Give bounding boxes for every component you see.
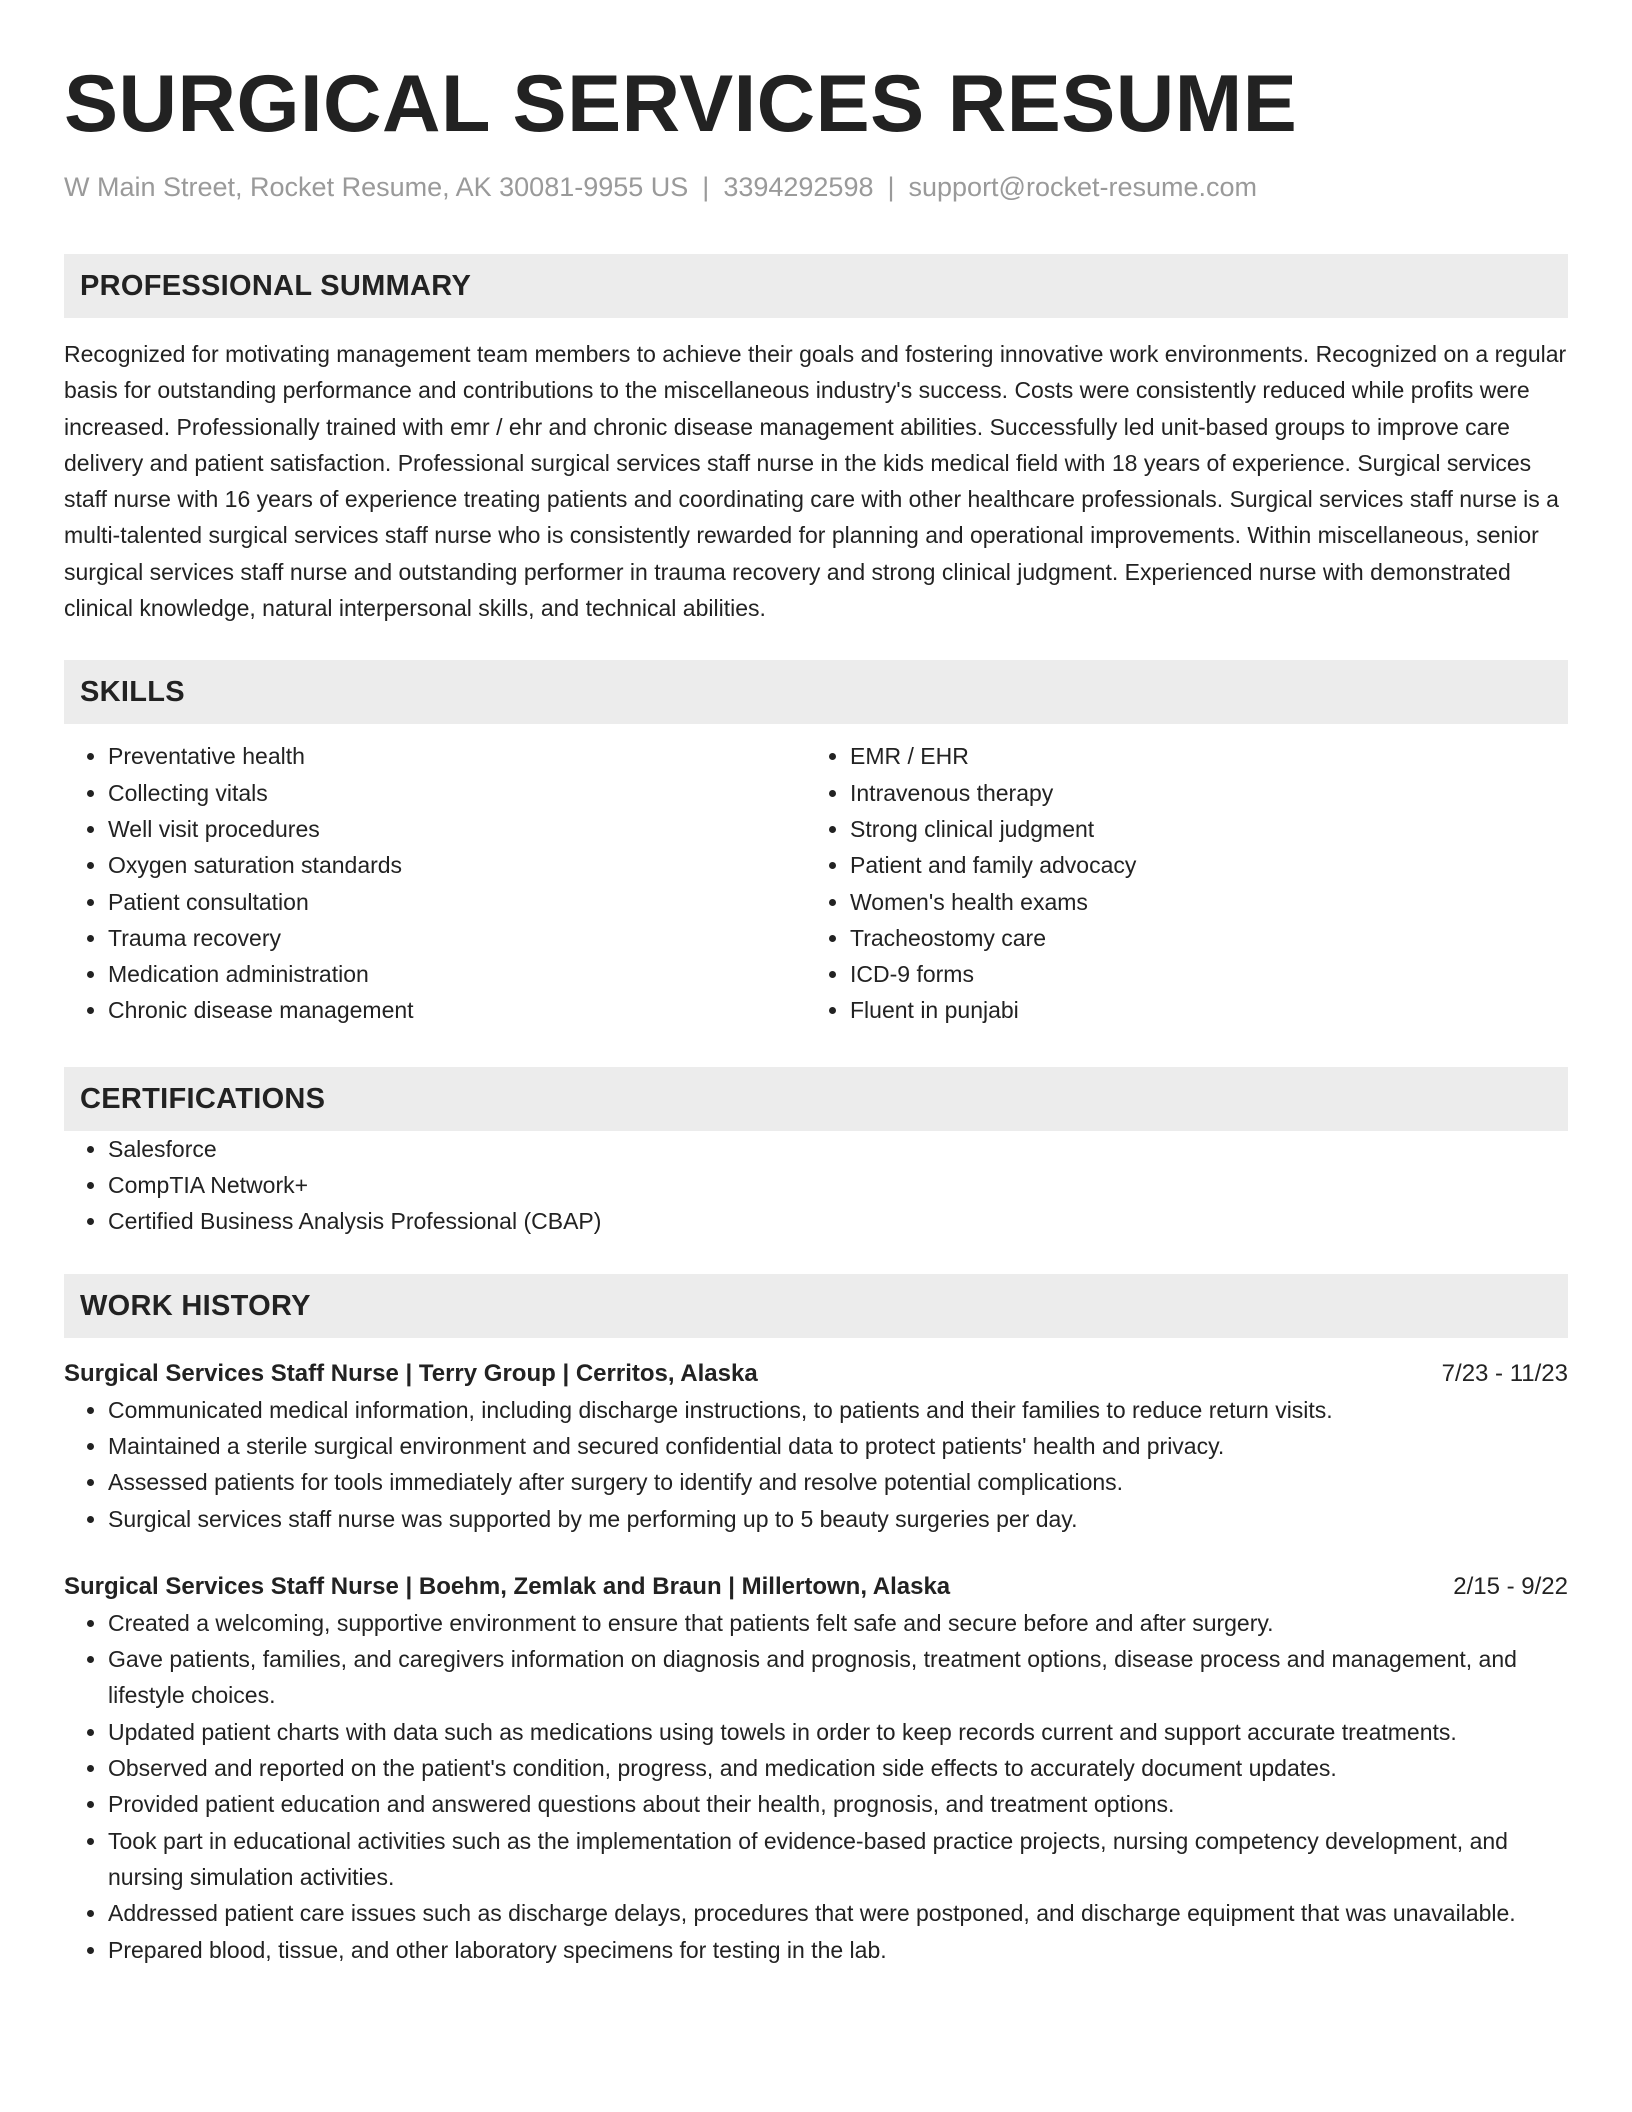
skills-list-left [64, 738, 806, 1028]
job-bullet-list [64, 1605, 1568, 1968]
skill-item: • Intravenous therapy [850, 775, 1548, 811]
certification-item: • Certified Business Analysis Professional (CBAP) [108, 1203, 1568, 1239]
skills-heading: SKILLS [64, 660, 1568, 724]
certifications-list [64, 1131, 1568, 1240]
skills-grid [64, 738, 1568, 1028]
contact-separator: | [702, 172, 710, 202]
skills-column-right [806, 738, 1548, 1028]
skill-item: • Patient and family advocacy [850, 847, 1548, 883]
job-bullet: • Provided patient education and answered questions about their health, prognosis, and treatment options. [108, 1786, 1568, 1822]
job-header [64, 1356, 1568, 1392]
skill-item: • Tracheostomy care [850, 920, 1548, 956]
skills-column-left [64, 738, 806, 1028]
certifications-heading: CERTIFICATIONS [64, 1067, 1568, 1131]
contact-separator: | [887, 172, 895, 202]
skill-item: • Patient consultation [108, 884, 806, 920]
job-bullet: • Gave patients, families, and caregivers information on diagnosis and prognosis, treatment options, disease process and management, and lifestyle choices. [108, 1641, 1568, 1714]
contact-phone: 3394292598 [723, 172, 874, 202]
job-bullet: • Observed and reported on the patient's condition, progress, and medication side effects to accurately document updates. [108, 1750, 1568, 1786]
skill-item: • Preventative health [108, 738, 806, 774]
job-bullet: • Maintained a sterile surgical environment and secured confidential data to protect patients' health and privacy. [108, 1428, 1568, 1464]
contact-address: W Main Street, Rocket Resume, AK 30081-9955 US [64, 172, 689, 202]
job-header [64, 1569, 1568, 1605]
resume-title: SURGICAL SERVICES RESUME [64, 59, 1298, 149]
professional-summary-text: Recognized for motivating management team members to achieve their goals and fostering innovative work environments. Recognized on a regular basis for outstanding performance and contributions to the miscellaneous industry's success. Costs were consistently reduced while profits were increased. Professionally trained with emr / ehr and chronic disease management abilities. Successfully led unit-based groups to improve care delivery and patient satisfaction. Professional surgical services staff nurse in the kids medical field with 18 years of experience. Surgical services staff nurse with 16 years of experience treating patients and coordinating care with other healthcare professionals. Surgical services staff nurse is a multi-talented surgical services staff nurse who is consistently rewarded for planning and operational improvements. Within miscellaneous, senior surgical services staff nurse and outstanding performer in trauma recovery and strong clinical judgment. Experienced nurse with demonstrated clinical knowledge, natural interpersonal skills, and technical abilities. [64, 341, 1567, 622]
skill-item: • Fluent in punjabi [850, 992, 1548, 1028]
job-bullet: • Addressed patient care issues such as discharge delays, procedures that were postponed, and discharge equipment that was unavailable. [108, 1895, 1568, 1931]
job-title: Surgical Services Staff Nurse | Terry Group | Cerritos, Alaska [64, 1359, 758, 1387]
job-bullet: • Updated patient charts with data such as medications using towels in order to keep records current and support accurate treatments. [108, 1714, 1568, 1750]
skill-item: • Chronic disease management [108, 992, 806, 1028]
job-bullet: • Created a welcoming, supportive environment to ensure that patients felt safe and secure before and after surgery. [108, 1605, 1568, 1641]
skill-item: • EMR / EHR [850, 738, 1548, 774]
certification-item: • Salesforce [108, 1131, 1568, 1167]
skill-item: • Trauma recovery [108, 920, 806, 956]
skills-list-right [806, 738, 1548, 1028]
job-dates: 7/23 - 11/23 [1441, 1359, 1568, 1387]
certification-item: • CompTIA Network+ [108, 1167, 1568, 1203]
professional-summary-heading: PROFESSIONAL SUMMARY [64, 254, 1568, 318]
job-bullet: • Assessed patients for tools immediately after surgery to identify and resolve potential complications. [108, 1464, 1568, 1500]
contact-email: support@rocket-resume.com [908, 172, 1258, 202]
contact-line [64, 170, 1568, 204]
skill-item: • Collecting vitals [108, 775, 806, 811]
skill-item: • Women's health exams [850, 884, 1548, 920]
job-bullet: • Took part in educational activities such as the implementation of evidence-based practice projects, nursing competency development, and nursing simulation activities. [108, 1823, 1568, 1896]
job-dates: 2/15 - 9/22 [1453, 1572, 1568, 1600]
skill-item: • Well visit procedures [108, 811, 806, 847]
work-history-heading: WORK HISTORY [64, 1274, 1568, 1338]
job-bullet: • Prepared blood, tissue, and other laboratory specimens for testing in the lab. [108, 1932, 1568, 1968]
skill-item: • ICD-9 forms [850, 956, 1548, 992]
skill-item: • Medication administration [108, 956, 806, 992]
skill-item: • Oxygen saturation standards [108, 847, 806, 883]
job-title: Surgical Services Staff Nurse | Boehm, Zemlak and Braun | Millertown, Alaska [64, 1572, 951, 1600]
job-bullet-list [64, 1392, 1568, 1537]
job-bullet: • Communicated medical information, including discharge instructions, to patients and their families to reduce return visits. [108, 1392, 1568, 1428]
job-bullet: • Surgical services staff nurse was supported by me performing up to 5 beauty surgeries per day. [108, 1501, 1568, 1537]
skill-item: • Strong clinical judgment [850, 811, 1548, 847]
